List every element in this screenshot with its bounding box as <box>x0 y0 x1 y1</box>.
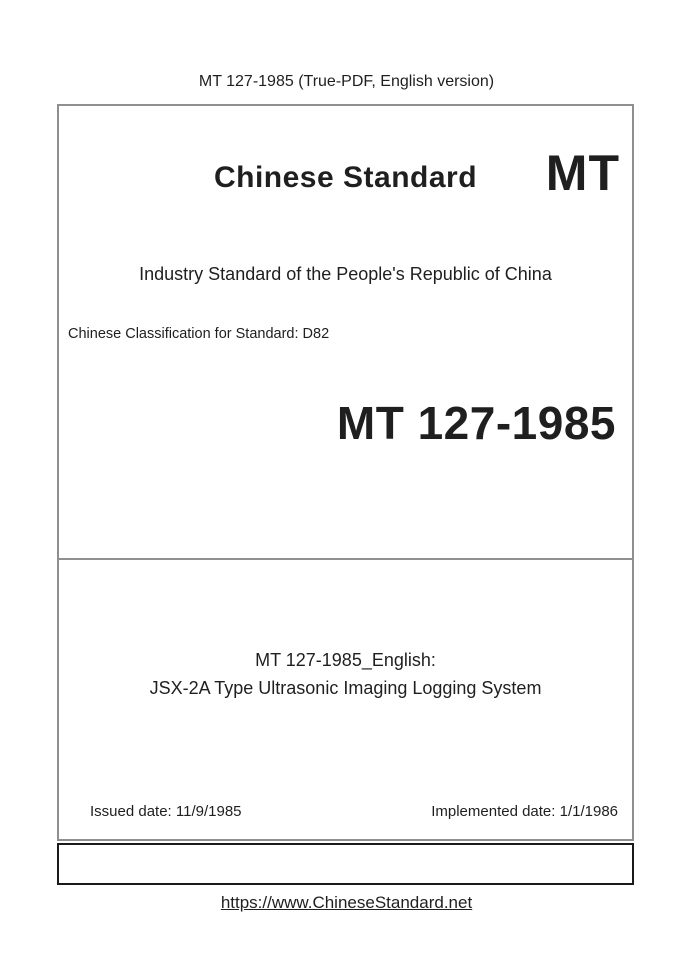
document-title-line2: JSX-2A Type Ultrasonic Imaging Logging System <box>149 678 542 698</box>
page-header-doc-ref: MT 127-1985 (True-PDF, English version) <box>198 73 495 90</box>
footer-link-wrap <box>0 891 693 915</box>
issued-date: Issued date: 11/9/1985 <box>90 803 242 820</box>
dates-row <box>90 802 618 822</box>
agency-code-logo: MT <box>545 145 620 201</box>
document-title <box>59 646 632 702</box>
standard-number: MT 127-1985 <box>336 397 616 449</box>
document-title-line1: MT 127-1985_English: <box>255 650 436 670</box>
cover-top-section <box>59 106 632 560</box>
classification-text: Chinese Classification for Standard: D82 <box>68 326 330 342</box>
standard-type-title: Chinese Standard <box>213 161 478 194</box>
implemented-date: Implemented date: 1/1/1986 <box>431 803 618 820</box>
footer-empty-box <box>57 843 634 885</box>
standard-subtitle: Industry Standard of the People's Republic of China <box>139 264 552 284</box>
cover-bottom-section <box>59 560 632 841</box>
footer-website-link[interactable]: https://www.ChineseStandard.net <box>220 893 473 912</box>
cover-box <box>57 104 634 841</box>
